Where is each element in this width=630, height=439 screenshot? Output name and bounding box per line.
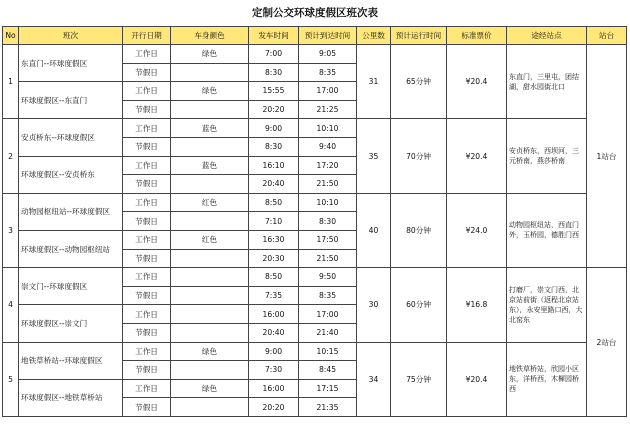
arrival-time: 9:05 (299, 45, 357, 64)
header-day: 开行日期 (123, 27, 171, 45)
via-stops: 安贞桥东，西坝河，三元桥南，燕莎桥南 (507, 119, 587, 193)
run-duration: 60分钟 (391, 268, 447, 342)
arrival-time: 9:40 (299, 137, 357, 156)
table-row (3, 45, 627, 64)
distance-km: 34 (357, 342, 391, 416)
arrival-time: 21:40 (299, 323, 357, 342)
departure-time: 7:10 (249, 212, 299, 231)
bus-color (171, 249, 249, 268)
ticket-price: ¥20.4 (447, 45, 507, 119)
ticket-price: ¥20.4 (447, 119, 507, 193)
departure-time: 20:20 (249, 398, 299, 417)
bus-color (171, 63, 249, 82)
arrival-time: 21:50 (299, 249, 357, 268)
route-name: 环球度假区--东直门 (19, 82, 123, 119)
route-name: 东直门--环球度假区 (19, 45, 123, 82)
run-duration: 65分钟 (391, 45, 447, 119)
operating-day: 工作日 (123, 342, 171, 361)
arrival-time: 21:25 (299, 100, 357, 119)
header-row (3, 27, 627, 45)
departure-time: 8:30 (249, 63, 299, 82)
operating-day: 工作日 (123, 82, 171, 101)
bus-color: 绿色 (171, 45, 249, 64)
bus-color (171, 175, 249, 194)
platform-label: 1站台 (587, 45, 627, 268)
operating-day: 工作日 (123, 230, 171, 249)
operating-day: 节假日 (123, 323, 171, 342)
operating-day: 节假日 (123, 286, 171, 305)
header-arrival: 预计到达时间 (299, 27, 357, 45)
table-row (3, 119, 627, 138)
via-stops: 东直门，三里屯，团结湖，甜水园街北口 (507, 45, 587, 119)
bus-color: 红色 (171, 230, 249, 249)
arrival-time: 17:50 (299, 230, 357, 249)
operating-day: 节假日 (123, 137, 171, 156)
header-price: 标准票价 (447, 27, 507, 45)
header-km: 公里数 (357, 27, 391, 45)
route-name: 安贞桥东--环球度假区 (19, 119, 123, 156)
run-duration: 70分钟 (391, 119, 447, 193)
arrival-time: 17:20 (299, 156, 357, 175)
ticket-price: ¥24.0 (447, 193, 507, 267)
arrival-time: 17:00 (299, 82, 357, 101)
header-departure: 发车时间 (249, 27, 299, 45)
ticket-price: ¥16.8 (447, 268, 507, 342)
arrival-time: 10:15 (299, 342, 357, 361)
operating-day: 节假日 (123, 175, 171, 194)
via-stops: 打磨厂，崇文门西，北京站前街（返程北京站东），永安里路口西，大北窑东 (507, 268, 587, 342)
bus-color: 绿色 (171, 82, 249, 101)
route-name: 环球度假区--动物园枢纽站 (19, 230, 123, 267)
table-row (3, 342, 627, 361)
arrival-time: 8:30 (299, 212, 357, 231)
arrival-time: 21:35 (299, 398, 357, 417)
route-name: 动物园枢纽站--环球度假区 (19, 193, 123, 230)
group-number: 1 (3, 45, 19, 119)
arrival-time: 17:15 (299, 379, 357, 398)
arrival-time: 8:35 (299, 63, 357, 82)
bus-color: 绿色 (171, 342, 249, 361)
operating-day: 工作日 (123, 268, 171, 287)
via-stops: 动物园枢纽站，西直门外，玉桥园，德胜门西 (507, 193, 587, 267)
departure-time: 7:35 (249, 286, 299, 305)
run-duration: 80分钟 (391, 193, 447, 267)
bus-color (171, 305, 249, 324)
table-row (3, 268, 627, 287)
arrival-time: 21:50 (299, 175, 357, 194)
operating-day: 节假日 (123, 212, 171, 231)
departure-time: 20:40 (249, 175, 299, 194)
departure-time: 16:00 (249, 379, 299, 398)
departure-time: 20:20 (249, 100, 299, 119)
arrival-time: 9:50 (299, 268, 357, 287)
group-number: 2 (3, 119, 19, 193)
table-row (3, 193, 627, 212)
departure-time: 9:00 (249, 119, 299, 138)
operating-day: 节假日 (123, 100, 171, 119)
departure-time: 8:50 (249, 268, 299, 287)
bus-color (171, 137, 249, 156)
arrival-time: 8:45 (299, 361, 357, 380)
operating-day: 节假日 (123, 63, 171, 82)
arrival-time: 10:10 (299, 119, 357, 138)
arrival-time: 8:35 (299, 286, 357, 305)
operating-day: 节假日 (123, 361, 171, 380)
timetable-body (3, 45, 627, 417)
distance-km: 30 (357, 268, 391, 342)
sheet-title: 定制公交环球度假区班次表 (252, 7, 378, 19)
timetable-table (2, 26, 627, 417)
operating-day: 工作日 (123, 379, 171, 398)
via-stops: 地铁草桥站，欣园小区东，洋桥西，木樨园桥西 (507, 342, 587, 416)
bus-color: 蓝色 (171, 156, 249, 175)
route-name: 地铁草桥站--环球度假区 (19, 342, 123, 379)
bus-color (171, 212, 249, 231)
route-name: 环球度假区--安贞桥东 (19, 156, 123, 193)
bus-color: 绿色 (171, 379, 249, 398)
header-color: 车身颜色 (171, 27, 249, 45)
departure-time: 9:00 (249, 342, 299, 361)
departure-time: 15:55 (249, 82, 299, 101)
distance-km: 35 (357, 119, 391, 193)
departure-time: 7:00 (249, 45, 299, 64)
run-duration: 75分钟 (391, 342, 447, 416)
departure-time: 16:00 (249, 305, 299, 324)
operating-day: 节假日 (123, 249, 171, 268)
departure-time: 8:50 (249, 193, 299, 212)
arrival-time: 10:10 (299, 193, 357, 212)
platform-label: 2站台 (587, 268, 627, 417)
bus-color (171, 323, 249, 342)
group-number: 4 (3, 268, 19, 342)
header-no: No (3, 27, 19, 45)
bus-color (171, 398, 249, 417)
operating-day: 工作日 (123, 305, 171, 324)
bus-color (171, 361, 249, 380)
group-number: 5 (3, 342, 19, 416)
header-duration: 预计运行时间 (391, 27, 447, 45)
departure-time: 20:40 (249, 323, 299, 342)
bus-color (171, 286, 249, 305)
distance-km: 31 (357, 45, 391, 119)
operating-day: 节假日 (123, 398, 171, 417)
operating-day: 工作日 (123, 119, 171, 138)
departure-time: 8:30 (249, 137, 299, 156)
bus-color: 蓝色 (171, 119, 249, 138)
route-name: 环球度假区--崇文门 (19, 305, 123, 342)
distance-km: 40 (357, 193, 391, 267)
header-route: 班次 (19, 27, 123, 45)
ticket-price: ¥20.4 (447, 342, 507, 416)
header-stops: 途经站点 (507, 27, 587, 45)
route-name: 环球度假区--地铁草桥站 (19, 379, 123, 416)
departure-time: 16:10 (249, 156, 299, 175)
operating-day: 工作日 (123, 156, 171, 175)
operating-day: 工作日 (123, 45, 171, 64)
bus-color (171, 100, 249, 119)
arrival-time: 17:00 (299, 305, 357, 324)
departure-time: 20:30 (249, 249, 299, 268)
departure-time: 16:30 (249, 230, 299, 249)
header-platform: 站台 (587, 27, 627, 45)
operating-day: 工作日 (123, 193, 171, 212)
route-name: 崇文门--环球度假区 (19, 268, 123, 305)
bus-color (171, 268, 249, 287)
departure-time: 7:30 (249, 361, 299, 380)
group-number: 3 (3, 193, 19, 267)
bus-color: 红色 (171, 193, 249, 212)
